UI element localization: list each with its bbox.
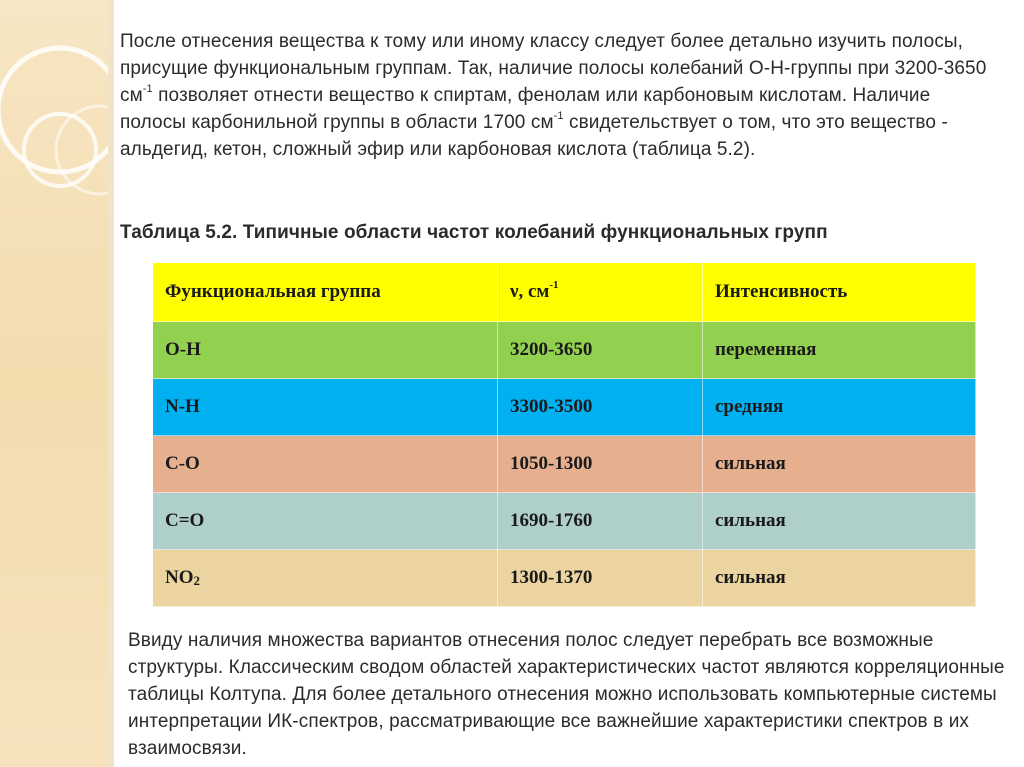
- intro-superscript-1: -1: [142, 82, 153, 95]
- table-header-row: [153, 263, 976, 322]
- intro-text-part-3: свидетельствует о том, что это вещество - альдегид, кетон, сложный эфир или карбоновая кислота (таблица 5.2).: [120, 112, 948, 160]
- frequency-table: [152, 262, 976, 607]
- group-text: N-H: [165, 396, 200, 417]
- table-caption: Таблица 5.2. Типичные области частот колебаний функциональных групп: [120, 222, 828, 243]
- cell-group: [153, 550, 498, 607]
- header-frequency: [498, 263, 703, 322]
- header-frequency-text: ν, см: [510, 281, 550, 302]
- slide-edge: [108, 0, 114, 767]
- cell-frequency: 1050-1300: [498, 436, 703, 493]
- header-group: Функциональная группа: [153, 263, 498, 322]
- decorative-side-strip: [0, 0, 108, 767]
- table-row: [153, 550, 976, 607]
- table-row: [153, 379, 976, 436]
- intro-paragraph: [120, 28, 1000, 163]
- cell-intensity: средняя: [703, 379, 976, 436]
- cell-group: [153, 493, 498, 550]
- table-row: [153, 436, 976, 493]
- header-frequency-sup: -1: [549, 278, 559, 291]
- cell-intensity: сильная: [703, 493, 976, 550]
- cell-group: [153, 322, 498, 379]
- table-row: [153, 493, 976, 550]
- cell-intensity: сильная: [703, 436, 976, 493]
- cell-intensity: сильная: [703, 550, 976, 607]
- cell-frequency: 1690-1760: [498, 493, 703, 550]
- intro-text-part-1: После отнесения вещества к тому или иному классу следует более детально изучить полосы, присущие функциональным группам. Так, наличие полосы колебаний О-Н-группы при 3200-3650 см: [120, 31, 987, 106]
- group-text: NO: [165, 567, 194, 588]
- cell-intensity: переменная: [703, 322, 976, 379]
- group-text: O-H: [165, 339, 201, 360]
- group-subscript: 2: [193, 573, 200, 588]
- outro-paragraph: Ввиду наличия множества вариантов отнесения полос следует перебрать все возможные структуры. Классическим сводом областей характеристических частот являются корреляционные таблицы Колтупа. Для более детального отнесения можно использовать компьютерные системы интерпретации ИК-спектров, рассматривающие все важнейшие характеристики спектров в их взаимосвязи.: [128, 630, 1005, 759]
- table-row: [153, 322, 976, 379]
- group-text: C=O: [165, 510, 205, 531]
- header-intensity: Интенсивность: [703, 263, 976, 322]
- cell-frequency: 3200-3650: [498, 322, 703, 379]
- cell-group: [153, 379, 498, 436]
- intro-superscript-2: -1: [553, 109, 564, 122]
- cell-frequency: 1300-1370: [498, 550, 703, 607]
- cell-group: [153, 436, 498, 493]
- cell-frequency: 3300-3500: [498, 379, 703, 436]
- decorative-rings: [0, 0, 108, 767]
- group-text: C-O: [165, 453, 200, 474]
- intro-text-part-2: позволяет отнести вещество к спиртам, фенолам или карбоновым кислотам. Наличие полосы карбонильной группы в области 1700 см: [120, 85, 931, 133]
